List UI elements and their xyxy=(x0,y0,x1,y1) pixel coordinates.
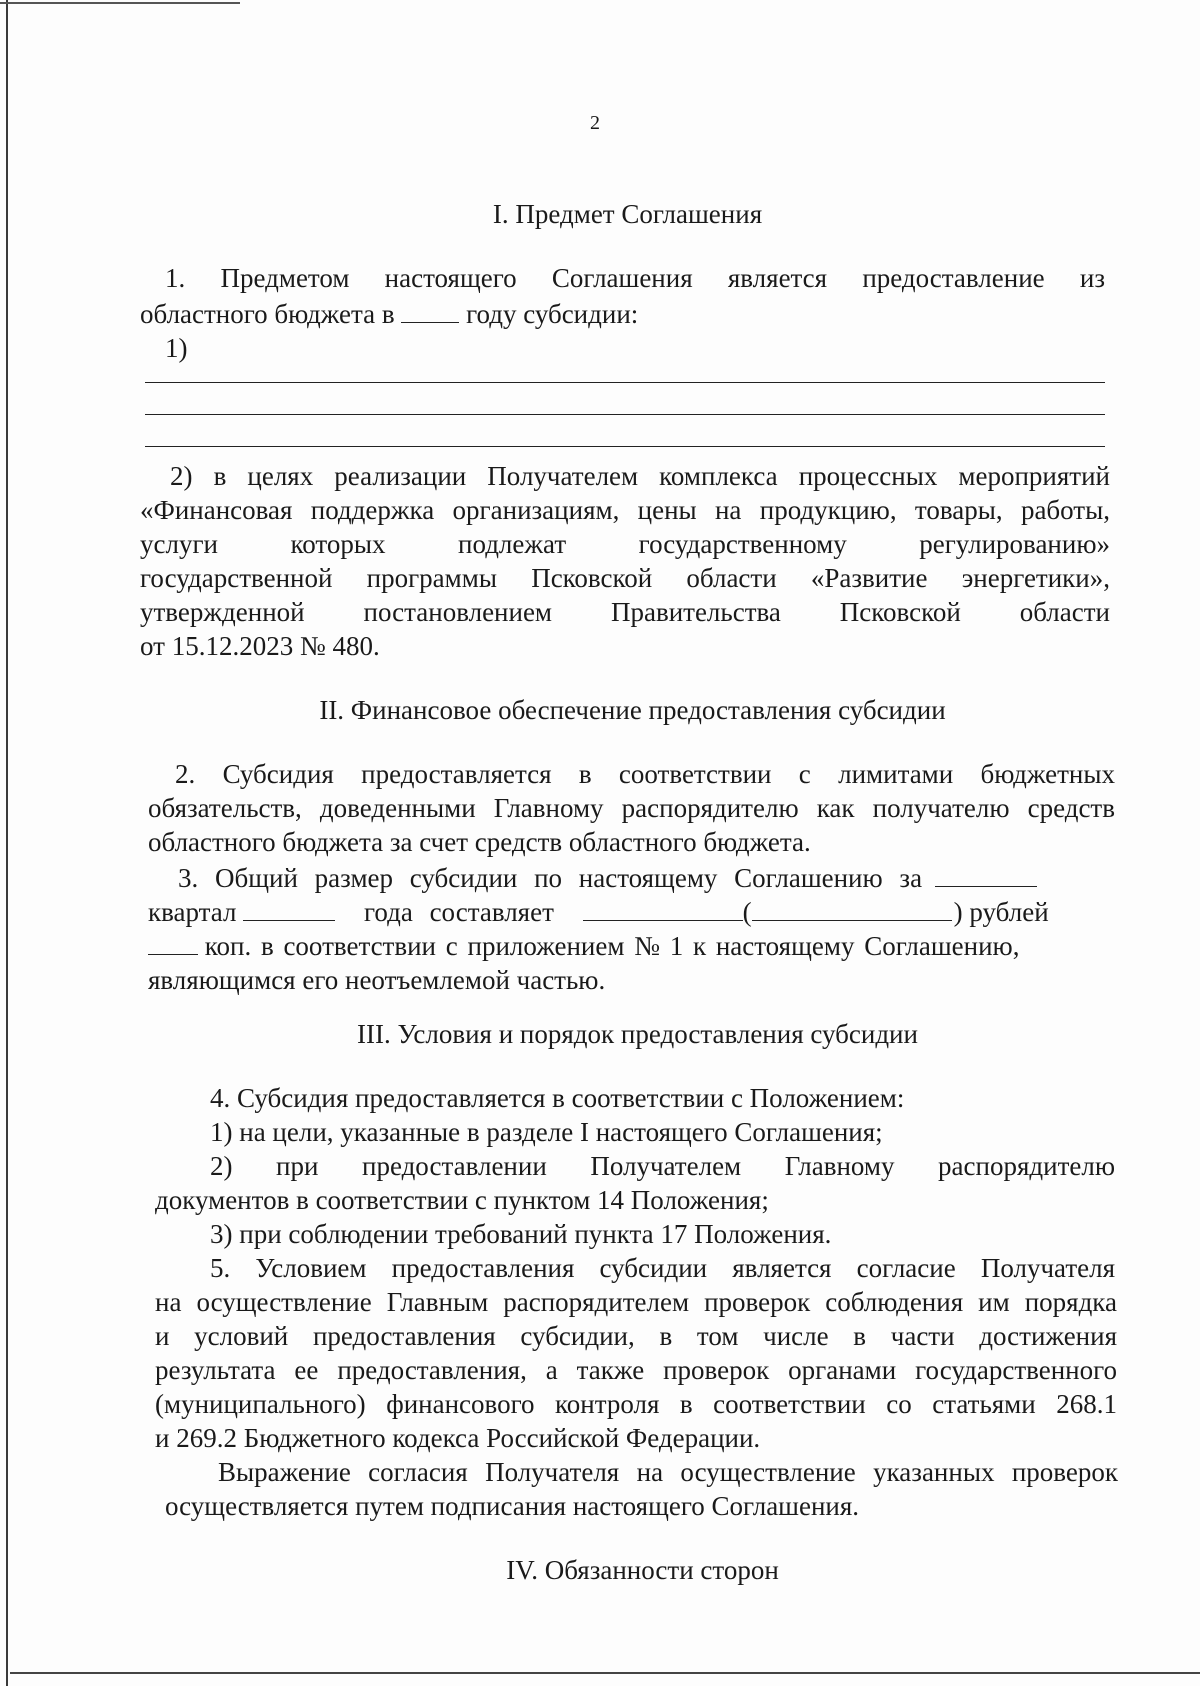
para-2-line-1: 2. Субсидия предоставляется в соответствии с лимитами бюджетных xyxy=(175,759,1115,789)
para-3-line-2 xyxy=(148,896,1123,928)
year-blank xyxy=(401,300,459,323)
scan-edge-bottom xyxy=(10,1672,1200,1674)
para-6-line-1: Выражение согласия Получателя на осуществление указанных проверок xyxy=(218,1457,1118,1487)
fill-line-2 xyxy=(145,414,1105,415)
para-1-line-2-start: областного бюджета в xyxy=(140,299,395,329)
quarter-label: квартал xyxy=(148,897,237,927)
para-4-line-3: 2) при предоставлении Получателем Главному распорядителю xyxy=(210,1151,1115,1181)
scan-edge-left xyxy=(6,0,8,1686)
para-1-line-2-end: году субсидии: xyxy=(466,299,639,329)
kopecks-blank xyxy=(148,932,198,955)
amount-words-blank xyxy=(752,898,952,921)
para-6-line-2: осуществляется путем подписания настоящего Соглашения. xyxy=(165,1491,860,1521)
amount-digits-blank xyxy=(583,898,743,921)
item-2-line-6: от 15.12.2023 № 480. xyxy=(140,631,380,661)
para-5-line-6: и 269.2 Бюджетного кодекса Российской Федерации. xyxy=(155,1423,761,1453)
section-4-heading: IV. Обязанности сторон xyxy=(506,1555,779,1585)
para-3-line-1 xyxy=(178,862,1153,894)
fill-line-1 xyxy=(145,382,1105,383)
para-3-line-3-text: коп. в соответствии с приложением № 1 к настоящему Соглашению, xyxy=(204,931,1020,961)
para-5-line-1: 5. Условием предоставления субсидии является согласие Получателя xyxy=(210,1253,1115,1283)
scan-edge-top xyxy=(0,2,240,4)
amount-label: года составляет xyxy=(363,897,554,927)
fill-line-3 xyxy=(145,446,1105,447)
item-2-line-2: «Финансовая поддержка организациям, цены на продукцию, товары, работы, xyxy=(140,495,1110,525)
para-1-line-2 xyxy=(140,298,1115,330)
section-3-heading: III. Условия и порядок предоставления субсидии xyxy=(357,1019,918,1049)
page-number: 2 xyxy=(590,112,600,134)
para-5-line-4: результата ее предоставления, а также проверок органами государственного xyxy=(155,1355,1117,1385)
para-1-line-1: 1. Предметом настоящего Соглашения является предоставление из xyxy=(165,263,1105,293)
item-2-line-1: 2) в целях реализации Получателем комплекса процессных мероприятий xyxy=(170,461,1110,491)
para-3-line-4: являющимся его неотъемлемой частью. xyxy=(148,965,606,995)
rubles-label: ) рублей xyxy=(953,897,1049,927)
para-2-line-2: обязательств, доведенными Главному распорядителю как получателю средств xyxy=(148,793,1115,823)
item-2-line-5: утвержденной постановлением Правительства Псковской области xyxy=(140,597,1110,627)
section-2-heading: II. Финансовое обеспечение предоставления субсидии xyxy=(319,695,946,725)
para-4-line-2: 1) на цели, указанные в разделе I настоящего Соглашения; xyxy=(210,1117,883,1147)
year-blank-2 xyxy=(243,898,335,921)
para-3-line-3 xyxy=(148,930,1123,962)
para-3-line-1-text: 3. Общий размер субсидии по настоящему Соглашению за xyxy=(178,863,923,893)
section-1-heading: I. Предмет Соглашения xyxy=(492,199,763,229)
quarter-number-blank xyxy=(935,864,1037,887)
para-4-line-4: документов в соответствии с пунктом 14 Положения; xyxy=(155,1185,769,1215)
para-4-line-1: 4. Субсидия предоставляется в соответствии с Положением: xyxy=(210,1083,905,1113)
item-2-line-4: государственной программы Псковской области «Развитие энергетики», xyxy=(140,563,1110,593)
para-2-line-3: областного бюджета за счет средств областного бюджета. xyxy=(148,827,811,857)
para-5-line-2: на осуществление Главным распорядителем проверок соблюдения им порядка xyxy=(155,1287,1117,1317)
item-1-label: 1) xyxy=(165,333,188,363)
para-4-line-5: 3) при соблюдении требований пункта 17 Положения. xyxy=(210,1219,832,1249)
para-5-line-5: (муниципального) финансового контроля в соответствии со статьями 268.1 xyxy=(155,1389,1117,1419)
para-5-line-3: и условий предоставления субсидии, в том числе в части достижения xyxy=(155,1321,1117,1351)
open-paren: ( xyxy=(742,897,752,927)
item-2-line-3: услуги которых подлежат государственному регулированию» xyxy=(140,529,1110,559)
